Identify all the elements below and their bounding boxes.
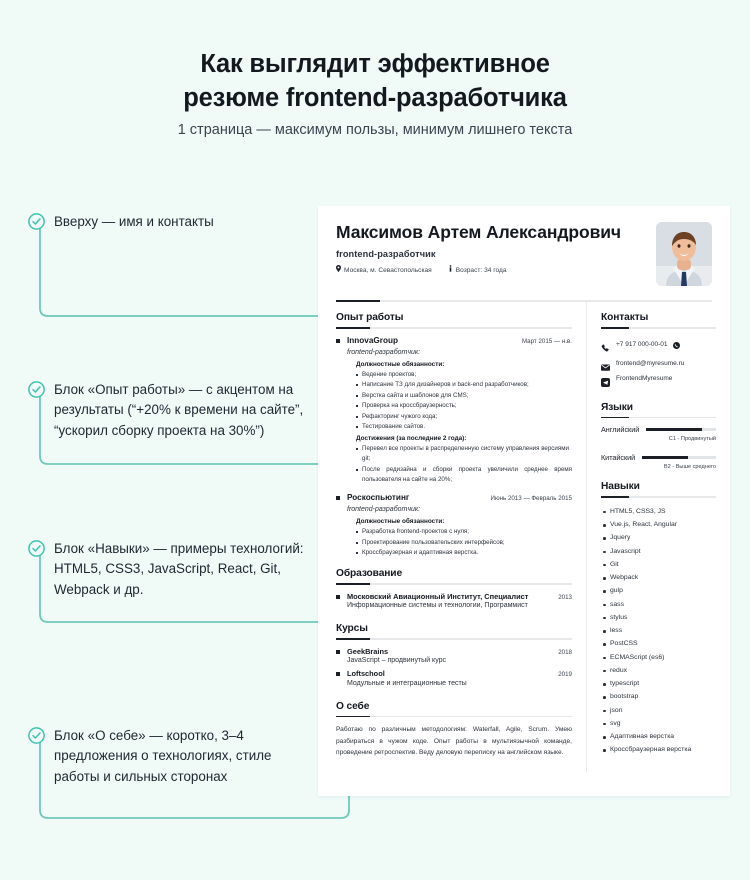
section-title-skills: Навыки xyxy=(601,481,640,493)
list-item: Jquery xyxy=(610,531,716,544)
section-divider xyxy=(336,583,572,585)
course-subtitle: Модульные и интеграционные тесты xyxy=(347,679,467,687)
list-item: HTML5, CSS3, JS xyxy=(610,505,716,518)
list-item: bootstrap xyxy=(610,690,716,703)
avatar xyxy=(656,222,712,286)
section-title-contacts: Контакты xyxy=(601,312,649,323)
language-level-bar xyxy=(646,428,716,431)
list-item: svg xyxy=(610,717,716,730)
resume-header xyxy=(318,206,730,296)
list-item: Webpack xyxy=(610,571,716,584)
job-role: frontend-разработчик: xyxy=(347,506,421,514)
list-item: Тестирование сайтов. xyxy=(362,422,572,432)
page-title-line1: Как выглядит эффективное xyxy=(200,50,550,78)
course-name: GeekBrains xyxy=(347,646,389,656)
envelope-icon xyxy=(601,359,611,369)
education-item xyxy=(336,592,572,610)
employment-dates: Июнь 2013 — Февраль 2015 xyxy=(490,495,572,503)
contact-phone[interactable] xyxy=(601,336,716,354)
phone-number: +7 917 000-00-01 xyxy=(616,341,668,349)
page-title xyxy=(0,48,750,116)
info-icon xyxy=(448,265,453,274)
telegram-icon xyxy=(601,374,611,384)
section-divider xyxy=(601,496,716,498)
candidate-meta xyxy=(336,265,644,274)
check-circle-icon xyxy=(28,727,45,744)
section-divider xyxy=(601,417,716,419)
education-subtitle: Информационные системы и технологии, Программист xyxy=(347,602,528,610)
contact-email[interactable] xyxy=(601,359,716,369)
duties-list xyxy=(347,370,572,433)
check-circle-icon xyxy=(28,540,45,557)
language-name: Китайский xyxy=(601,453,636,463)
location-meta xyxy=(336,265,432,274)
list-item: Vue.js, React, Angular xyxy=(610,518,716,531)
whatsapp-icon xyxy=(673,336,680,354)
candidate-name: Максимов Артем Александрович xyxy=(336,222,621,242)
annotation-item-4 xyxy=(28,726,316,787)
list-item: sass xyxy=(610,598,716,611)
company-name: InnovaGroup xyxy=(347,335,398,345)
location-pin-icon xyxy=(336,265,341,274)
duties-title: Должностные обязанности: xyxy=(356,360,445,368)
list-item: Адаптивная верстка xyxy=(610,730,716,743)
list-item: Проверка на кроссбраузерность; xyxy=(362,401,572,411)
language-level-label: B2 - Выше среднего xyxy=(663,464,716,471)
list-item: Перевел все проекты в распределенную систему управления версиями git; xyxy=(362,444,572,464)
list-item: Проектирование пользовательских интерфейсов; xyxy=(362,538,572,548)
job-role: frontend-разработчик: xyxy=(347,348,421,356)
duties-list xyxy=(347,527,572,558)
list-item: PostCSS xyxy=(610,637,716,650)
candidate-role: frontend-разработчик xyxy=(336,248,436,259)
list-item: После редизайна и сборки проекта увеличили среднее время пользователя на сайте на 20%; xyxy=(362,465,572,485)
language-level-label: C1 - Продвинутый xyxy=(668,436,716,443)
language-item xyxy=(601,425,716,442)
telegram-handle: FrontendMyresume xyxy=(616,375,673,383)
check-circle-icon xyxy=(28,381,45,398)
page-title-line2: резюме frontend-разработчика xyxy=(183,83,567,112)
language-item xyxy=(601,453,716,470)
skills-list xyxy=(601,505,716,757)
age-text: Возраст: 34 года xyxy=(455,266,507,274)
location-text: Москва, м. Севастопольская xyxy=(344,266,432,274)
resume-main-column xyxy=(318,302,586,772)
list-item: Javascript xyxy=(610,545,716,558)
list-item: less xyxy=(610,624,716,637)
list-item: redux xyxy=(610,664,716,677)
course-year: 2019 xyxy=(558,671,572,679)
course-subtitle: JavaScript – продвинутый курс xyxy=(347,657,447,665)
course-item xyxy=(336,669,572,687)
section-title-about: О себе xyxy=(336,700,370,712)
list-item: Рефакторинг чужого кода; xyxy=(362,412,572,422)
employment-dates: Март 2015 — н.в. xyxy=(521,337,572,345)
annotation-text: Вверху — имя и контакты xyxy=(54,214,214,229)
page-subtitle: 1 страница — максимум пользы, минимум лишнего текста xyxy=(177,122,573,138)
header-divider xyxy=(336,300,712,302)
section-divider xyxy=(601,327,716,329)
check-circle-icon xyxy=(28,213,45,230)
section-title-courses: Курсы xyxy=(336,623,368,635)
experience-item xyxy=(336,336,572,485)
resume-body xyxy=(318,302,730,772)
language-level-bar xyxy=(642,456,716,459)
company-name: Роскоспьютинг xyxy=(347,493,410,503)
section-divider xyxy=(336,716,572,718)
section-divider xyxy=(336,638,572,640)
section-divider xyxy=(336,327,572,329)
course-name: Loftschool xyxy=(347,669,385,679)
resume-card xyxy=(318,206,730,796)
list-item: gulp xyxy=(610,584,716,597)
age-meta xyxy=(448,265,507,274)
section-title-experience: Опыт работы xyxy=(336,312,404,323)
annotation-item-2 xyxy=(28,380,316,441)
education-name: Московский Авиационный Институт, Специалист xyxy=(347,591,529,601)
about-text: Работаю по различным методологиям: Waterfall, Agile, Scrum. Умею разбираться в чужом коде. Опыт работы в мультиязычной команде, проведение ретроспектив. Веду деловую переписку на английском языке. xyxy=(336,726,572,757)
course-year: 2018 xyxy=(558,648,572,656)
list-item: Кроссбраузерная верстка xyxy=(610,743,716,756)
annotation-item-3 xyxy=(28,539,316,600)
list-item: Разработка frontend-проектов с нуля; xyxy=(362,527,572,537)
duties-title: Должностные обязанности: xyxy=(356,518,445,526)
list-item: Git xyxy=(610,558,716,571)
list-item: Кроссбраузерная и адаптивная верстка. xyxy=(362,548,572,558)
list-item: ECMAScript (es6) xyxy=(610,651,716,664)
list-item: typescript xyxy=(610,677,716,690)
phone-icon xyxy=(601,340,611,350)
achievements-title: Достижения (за последние 2 года): xyxy=(356,435,467,443)
language-name: Английский xyxy=(601,425,640,435)
list-item: stylus xyxy=(610,611,716,624)
education-year: 2013 xyxy=(558,593,572,601)
annotation-text: Блок «Опыт работы» — с акцентом на результаты (“+20% к времени на сайте”, “ускорил сборку проекта на 30%”) xyxy=(54,382,304,438)
contact-telegram[interactable] xyxy=(601,374,716,384)
list-item: Верстка сайта и шаблонов для CMS; xyxy=(362,391,572,401)
resume-side-column xyxy=(586,302,730,772)
section-title-education: Образование xyxy=(336,568,403,580)
list-item: json xyxy=(610,704,716,717)
course-item xyxy=(336,647,572,665)
experience-item xyxy=(336,493,572,558)
annotation-text: Блок «О себе» — коротко, 3–4 предложения о технологиях, стиле работы и сильных сторонах xyxy=(54,728,272,784)
list-item: Написание ТЗ для дизайнеров и back-end разработчиков; xyxy=(362,380,572,390)
email-address: frontend@myresume.ru xyxy=(616,360,685,368)
achievements-list xyxy=(347,444,572,485)
section-title-languages: Языки xyxy=(601,401,633,413)
annotation-text: Блок «Навыки» — примеры технологий: HTML5, CSS3, JavaScript, React, Git, Webpack и др. xyxy=(54,541,304,597)
annotation-item-1 xyxy=(28,212,214,232)
list-item: Ведение проектов; xyxy=(362,370,572,380)
